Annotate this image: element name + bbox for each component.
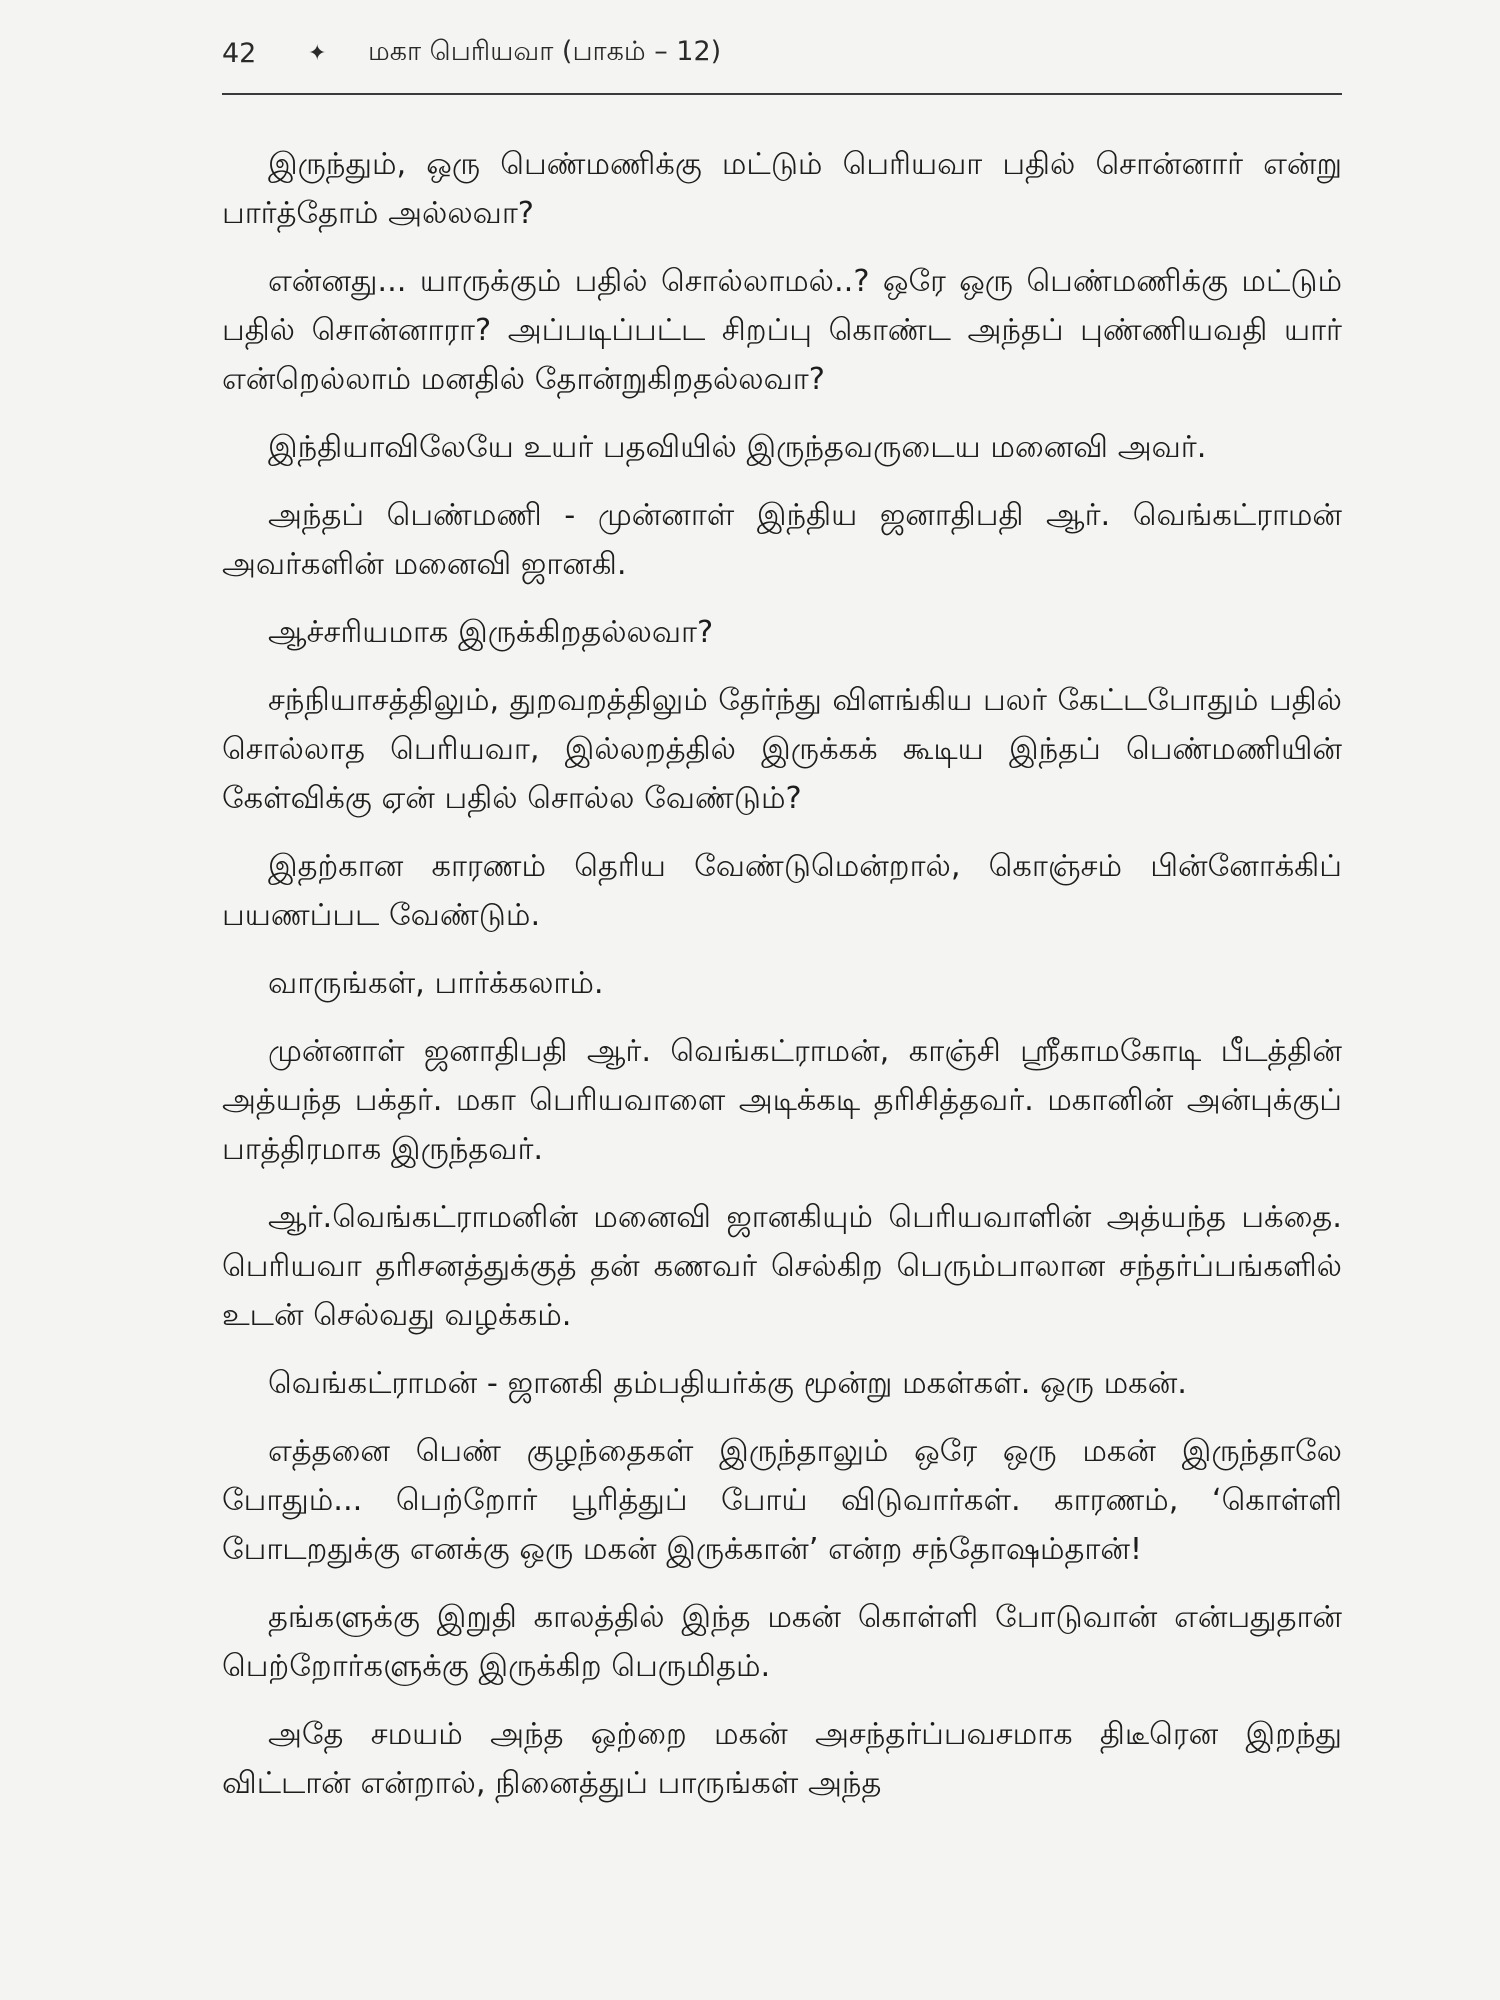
running-title: மகா பெரியவா (பாகம் – 12): [368, 35, 722, 67]
page-header: [222, 30, 1342, 76]
paragraph: என்னது... யாருக்கும் பதில் சொல்லாமல்..? ஒரே ஒரு பெண்மணிக்கு மட்டும் பதில் சொன்னாரா? அப்படிப்பட்ட சிறப்பு கொண்ட அந்தப் புண்ணியவதி யார் என்றெல்லாம் மனதில் தோன்றுகிறதல்லவா?: [222, 264, 1342, 397]
paragraph: முன்னாள் ஜனாதிபதி ஆர். வெங்கட்ராமன், காஞ்சி ஸ்ரீகாமகோடி பீடத்தின் அத்யந்த பக்தர். மகா பெரியவாளை அடிக்கடி தரிசித்தவர். மகானின் அன்புக்குப் பாத்திரமாக இருந்தவர்.: [222, 1034, 1342, 1167]
paragraph: அந்தப் பெண்மணி - முன்னாள் இந்திய ஜனாதிபதி ஆர். வெங்கட்ராமன் அவர்களின் மனைவி ஜானகி.: [222, 498, 1342, 582]
paragraph: இருந்தும், ஒரு பெண்மணிக்கு மட்டும் பெரியவா பதில் சொன்னார் என்று பார்த்தோம் அல்லவா?: [222, 147, 1342, 231]
paragraph: எத்தனை பெண் குழந்தைகள் இருந்தாலும் ஒரே ஒரு மகன் இருந்தாலே போதும்... பெற்றோர் பூரித்துப் போய் விடுவார்கள். காரணம், ‘கொள்ளி போடறதுக்கு எனக்கு ஒரு மகன் இருக்கான்’ என்ற சந்தோஷம்தான்!: [222, 1434, 1342, 1567]
paragraph: தங்களுக்கு இறுதி காலத்தில் இந்த மகன் கொள்ளி போடுவான் என்பதுதான் பெற்றோர்களுக்கு இருக்கிற பெருமிதம்.: [222, 1600, 1342, 1684]
star-separator-icon: ✦: [308, 40, 327, 66]
paragraph: அதே சமயம் அந்த ஒற்றை மகன் அசந்தர்ப்பவசமாக திடீரென இறந்து விட்டான் என்றால், நினைத்துப் பாருங்கள் அந்த: [222, 1717, 1342, 1801]
paragraph: சந்நியாசத்திலும், துறவறத்திலும் தேர்ந்து விளங்கிய பலர் கேட்டபோதும் பதில் சொல்லாத பெரியவா, இல்லறத்தில் இருக்கக் கூடிய இந்தப் பெண்மணியின் கேள்விக்கு ஏன் பதில் சொல்ல வேண்டும்?: [222, 683, 1342, 816]
paragraph: இந்தியாவிலேயே உயர் பதவியில் இருந்தவருடைய மனைவி அவர்.: [268, 430, 1207, 465]
page-number: 42: [222, 37, 257, 69]
paragraph: வெங்கட்ராமன் - ஜானகி தம்பதியர்க்கு மூன்று மகள்கள். ஒரு மகன்.: [268, 1366, 1187, 1401]
body-text: [222, 140, 1342, 1827]
paragraph: ஆச்சரியமாக இருக்கிறதல்லவா?: [268, 615, 714, 650]
paragraph: ஆர்.வெங்கட்ராமனின் மனைவி ஜானகியும் பெரியவாளின் அத்யந்த பக்தை. பெரியவா தரிசனத்துக்குத் தன் கணவர் செல்கிற பெரும்பாலான சந்தர்ப்பங்களில் உடன் செல்வது வழக்கம்.: [222, 1200, 1342, 1333]
paragraph: இதற்கான காரணம் தெரிய வேண்டுமென்றால், கொஞ்சம் பின்னோக்கிப் பயணப்பட வேண்டும்.: [222, 849, 1342, 933]
paragraph: வாருங்கள், பார்க்கலாம்.: [268, 966, 604, 1001]
header-divider: [222, 93, 1342, 95]
